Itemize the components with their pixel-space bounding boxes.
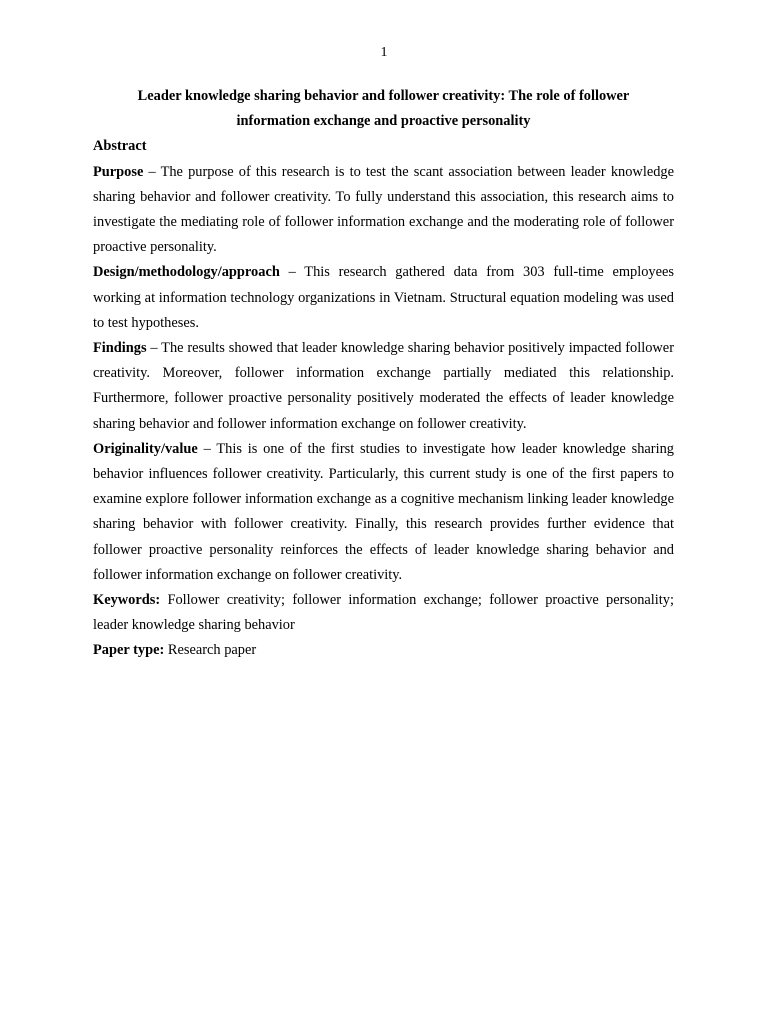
keywords-paragraph xyxy=(93,588,674,638)
paper-title-line-2: information exchange and proactive personality xyxy=(236,113,531,130)
page-number: 1 xyxy=(380,45,388,60)
keywords-text: Follower creativity; follower information exchange; follower proactive personality; leader knowledge sharing behavior xyxy=(93,592,674,634)
design-paragraph xyxy=(93,260,674,336)
keywords-label: Keywords: xyxy=(93,592,161,609)
abstract-page-body xyxy=(93,84,674,664)
paper-type-label: Paper type: xyxy=(93,642,165,659)
findings-text: – The results showed that leader knowledge sharing behavior positively impacted follower creativity. Moreover, follower information exchange partially mediated this relationship. Furthermore, follower proactive personality positively moderated the effects of leader knowledge sharing behavior and follower information exchange on follower creativity. xyxy=(93,340,674,432)
abstract-heading: Abstract xyxy=(93,138,147,155)
originality-paragraph xyxy=(93,437,674,588)
paper-title xyxy=(93,84,674,134)
paper-type-paragraph xyxy=(93,638,674,663)
design-label: Design/methodology/approach xyxy=(93,264,280,281)
purpose-paragraph xyxy=(93,160,674,261)
findings-label: Findings xyxy=(93,340,147,357)
purpose-text: – The purpose of this research is to test the scant association between leader knowledge sharing behavior and follower creativity. To fully understand this association, this research aims to investigate the mediating role of follower information exchange and the moderating role of follower proactive personality. xyxy=(93,163,674,256)
paper-type-text: Research paper xyxy=(164,642,257,659)
paper-title-line-1: Leader knowledge sharing behavior and follower creativity: The role of follower xyxy=(137,88,630,104)
design-text: – This research gathered data from 303 full-time employees working at information technology organizations in Vietnam. Structural equation modeling was used to test hypotheses. xyxy=(93,264,674,331)
findings-paragraph xyxy=(93,336,674,437)
originality-text: – This is one of the first studies to investigate how leader knowledge sharing behavior influences follower creativity. Particularly, this current study is one of the first papers to examine explore follower information exchange as a cognitive mechanism linking leader knowledge sharing behavior with follower creativity. Finally, this research provides further evidence that follower proactive personality reinforces the effects of leader knowledge sharing behavior and follower information exchange on follower creativity. xyxy=(93,440,674,583)
purpose-label: Purpose xyxy=(93,163,144,180)
originality-label: Originality/value xyxy=(93,440,198,457)
